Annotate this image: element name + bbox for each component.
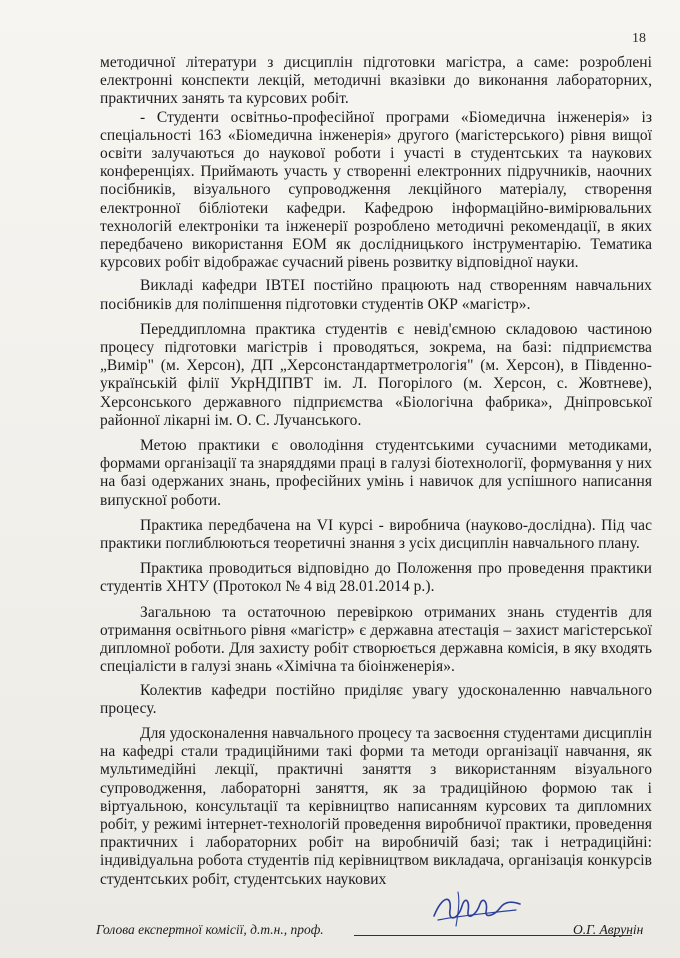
paragraph-students-research: - Студенти освітньо-професійної програми «Біомедична інженерія» із спеціальності 163 «Біомедична інженерія» другого (магістерського) рівня вищої освіти залучаються до наукової роботи і участі в студентських та наукових конференціях. Приймають участь у створенні електронних підручників, наочних посібників, візуального супроводження лекційного матеріалу, створення електронної бібліотеки кафедри. Кафедрою інформаційно-вимірювальних технологій електроніки та інженерії розроблено методичні рекомендації, в яких передбачено використання ЕОМ як дослідницького інструментарію. Тематика курсових робіт відображає сучасний рівень розвитку відповідної науки. xyxy=(100,108,652,272)
signatory-name: О.Г. Аврунін xyxy=(573,922,644,937)
page-number: 18 xyxy=(632,31,646,46)
paragraph-teaching-improvement: Для удосконалення навчального процесу та засвоєння студентами дисциплін на кафедрі стали традиційними такі форми та методи організації навчання, як мультимедійні лекції, практичні заняття з використанням візуального супроводження, лабораторні заняття, як за традиційною формою так і віртуальною, консультації та керівництво написанням курсових та дипломних робіт, у режимі інтернет-технологій проведення виробничої практики, проведення практичних і лабораторних робіт на виробничій базі; так і нетрадиційні: індивідуальна робота студентів під керівництвом викладача, організація конкурсів студентських робіт, студентських наукових xyxy=(100,724,652,888)
paragraph-teachers-manuals: Викладі кафедри ІВТЕІ постійно працюють над створенням навчальних посібників для поліпшення підготовки студентів ОКР «магістр». xyxy=(100,277,652,313)
paragraph-practice-regulation: Практика проводиться відповідно до Положення про проведення практики студентів ХНТУ (Протокол № 4 від 28.01.2014 р.). xyxy=(100,560,652,596)
paragraph-methodical-literature: методичної літератури з дисциплін підготовки магістра, а саме: розроблені електронні конспекти лекцій, методичні вказівки до виконання лабораторних, практичних занять та курсових робіт. xyxy=(100,54,652,108)
document-body xyxy=(100,54,652,889)
paragraph-practice-goal: Метою практики є оволодіння студентськими сучасними методиками, формами організації та знаряддями праці в галузі біотехнології, формування у них на базі одержаних знань, професійних умінь і навичок для успішного написання випускної роботи. xyxy=(100,437,652,509)
signature-footer xyxy=(96,918,656,942)
paragraph-department-staff: Колектив кафедри постійно приділяє увагу удосконаленню навчального процесу. xyxy=(100,681,652,717)
paragraph-practice-course: Практика передбачена на VI курсі - виробнича (науково-дослідна). Під час практики поглиблюються теоретичні знання з усіх дисциплін навчального плану. xyxy=(100,516,652,553)
commission-head-label: Голова експертної комісії, д.т.н., проф. xyxy=(96,922,324,937)
paragraph-state-attestation: Загальною та остаточною перевіркою отриманих знань студентів для отримання освітнього рівня «магістр» є державна атестація – захист магістерської дипломної роботи. Для захисту робіт створюється державна комісія, в яку входять спеціалісти в галузі знань «Хімічна та біоінженерія». xyxy=(100,603,652,676)
paragraph-pre-diploma-practice: Переддипломна практика студентів є невід'ємною складовою частиною процесу підготовки магістрів і проводяться, зокрема, на базі: підприємства „Вимір" (м. Херсон), ДП „Херсонстандартметрологія" (м. Херсон), в Південно-українській філії УкрНДІПВТ ім. Л. Погорілого (м. Херсон, с. Жовтневе), Херсонського державного підприємства «Біологічна фабрика», Дніпровської районної лікарні ім. О. С. Лучанського. xyxy=(100,320,652,429)
